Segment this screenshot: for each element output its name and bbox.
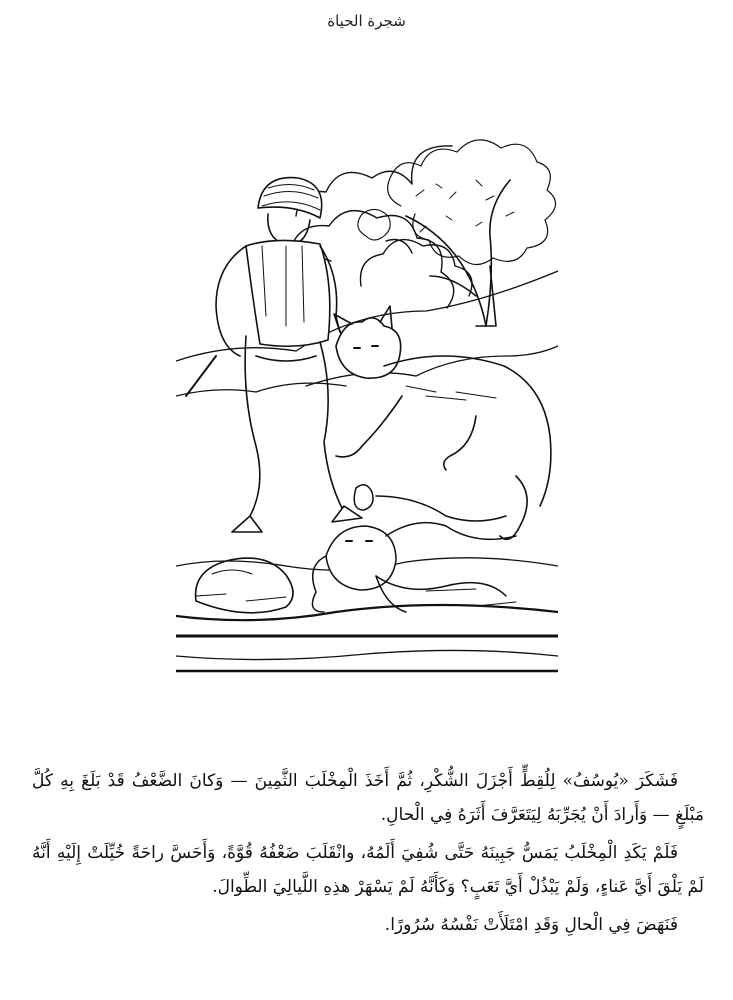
frogs	[312, 485, 516, 612]
illustration-drawing	[176, 96, 558, 676]
rock	[196, 558, 293, 613]
story-illustration	[176, 96, 558, 676]
running-header: شجرة الحياة	[327, 12, 406, 30]
tree	[358, 140, 556, 326]
paragraph-1: فَشَكَرَ «يُوسُفُ» لِلُقِطٍّ أَجْزَلَ الشُّكْرِ، ثُمَّ أَخَذَ الْمِخْلَبَ الثَّمِينَ — وَكانَ الضَّعْفُ قَدْ بَلَغَ بِهِ كُلَّ مَبْلَغٍ — وَأَرادَ أَنْ يُجَرِّبَهُ لِيَتَعَرَّفَ أَثَرَهُ فِي الْحالِ.	[32, 771, 704, 825]
paragraph-3: فَنَهَضَ فِي الْحالِ وَقَدِ امْتَلَأَتْ نَفْسُهُ سُرُورًا.	[384, 915, 678, 935]
paragraph-2: فَلَمْ يَكَدِ الْمِخْلَبُ يَمَسُّ جَبِينَهُ حَتَّى شُفِيَ أَلَمُهُ، وانْقَلَبَ ضَعْفُهُ قُوَّةً، وَأَحَسَّ راحَةً خُيِّلَتْ إِلَيْهِ أَنَّهُ لَمْ يَلْقَ أَيَّ عَناءٍ، وَلَمْ يَبْذُلْ أَيَّ تَعَبٍ؟ وَكَأَنَّهُ لَمْ يَسْهَرْ هذِهِ اللَّيالِيَ الطِّوالَ.	[32, 843, 704, 897]
story-text	[32, 764, 704, 942]
